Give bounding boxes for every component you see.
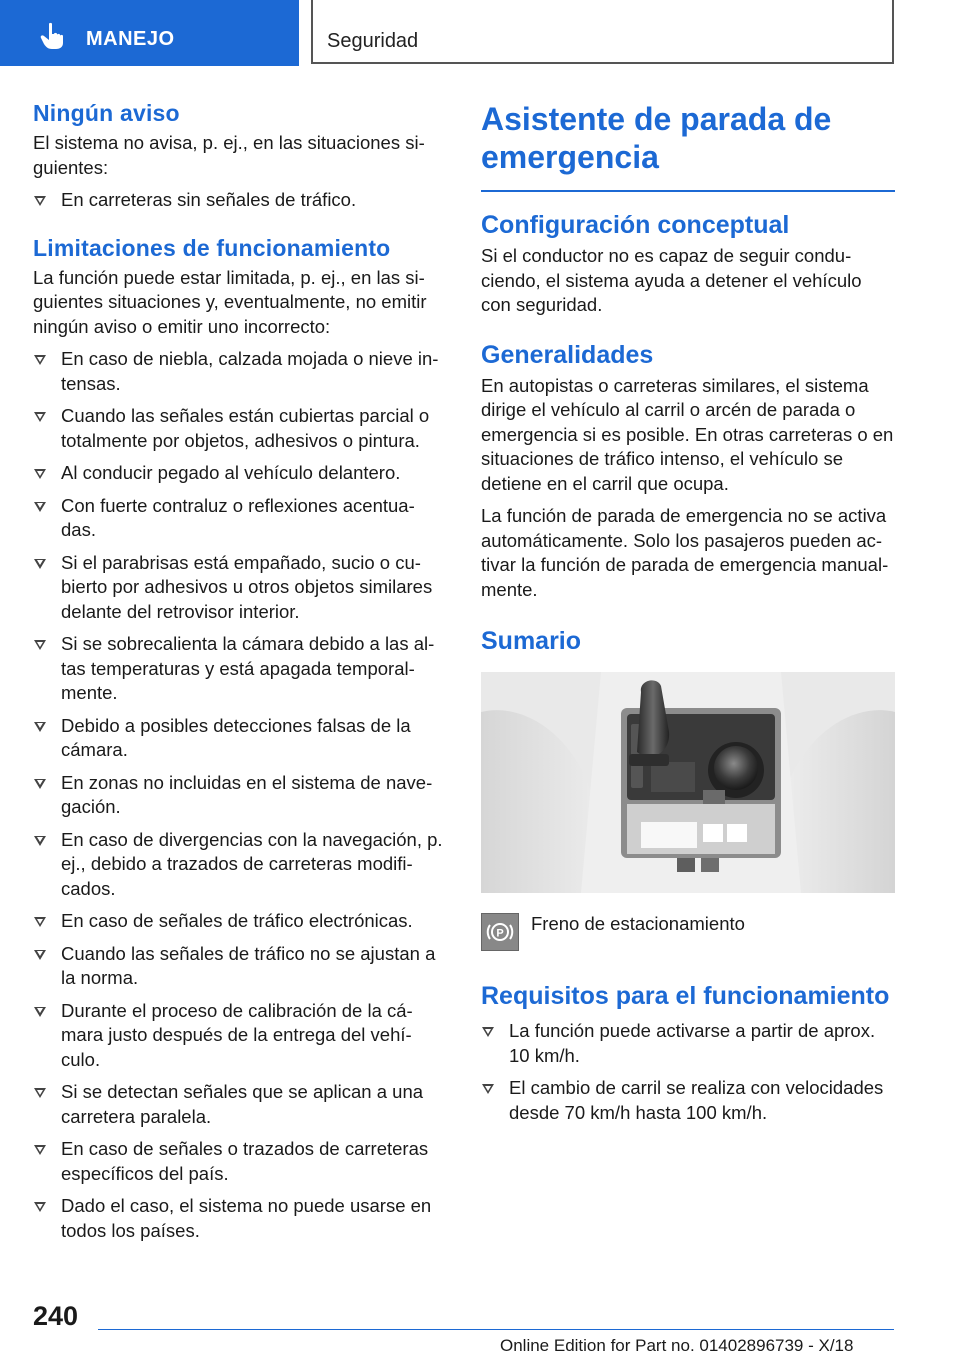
bullet-triangle-icon [482,1084,494,1094]
list-item-text: En carreteras sin señales de tráfico. [61,189,357,210]
bullet-triangle-icon [34,469,46,479]
section-label: Seguridad [327,30,419,52]
general-body-1: En autopistas o carreteras similares, el sistema dirige el vehículo al carril o arcén de parada o emergencia si es posible. En otras carreteras o en situaciones de tráfico intenso, el vehículo se detiene en el carril que ocupa. [481,374,894,494]
list-item [33,632,445,706]
right-column [481,100,895,1133]
chapter-tab [0,0,299,66]
hand-steering-icon [40,22,66,50]
list-item [33,942,445,991]
edition-note: Online Edition for Part no. 01402896739 - X/18 [500,1336,854,1355]
bullet-triangle-icon [34,1202,46,1212]
center-console-photo [481,672,895,893]
list-item [33,1194,445,1243]
list-item-text: Con fuerte contraluz o reflexiones acentua-das. [61,494,415,540]
bullet-triangle-icon [34,1007,46,1017]
chapter-label: MANEJO [86,28,175,50]
parking-brake-icon [481,913,519,951]
list-item [33,828,445,902]
bullet-triangle-icon [34,1088,46,1098]
list-item-text: En caso de niebla, calzada mojada o nieve in-tensas. [61,348,439,394]
list-item-text: La función puede activarse a partir de aprox. 10 km/h. [509,1020,876,1066]
bullet-triangle-icon [34,196,46,206]
list-item [33,999,445,1073]
list-item [33,909,445,934]
list-item-text: El cambio de carril se realiza con velocidades desde 70 km/h hasta 100 km/h. [509,1077,884,1123]
section-title-no-warning: Ningún aviso [33,100,180,126]
legend-row [481,913,895,951]
page-number: 240 [33,1301,79,1331]
bullet-triangle-icon [34,502,46,512]
bullet-triangle-icon [34,640,46,650]
list-item [33,1080,445,1129]
list-item-text: En zonas no incluidas en el sistema de nave-gación. [61,771,433,817]
section-header [311,0,894,64]
section-title-requirements: Requisitos para el funcionamiento [481,982,890,1010]
list-item-text: En caso de divergencias con la navegación, p. ej., debido a trazados de carreteras modifi-cados. [61,828,443,899]
footer-rule [98,1329,894,1330]
bullet-triangle-icon [482,1027,494,1037]
list-item [481,1076,895,1125]
bullet-triangle-icon [34,1145,46,1155]
legend-label: Freno de estacionamiento [531,913,745,934]
requirements-list [481,1019,895,1125]
bullet-triangle-icon [34,355,46,365]
bullet-triangle-icon [34,950,46,960]
list-item [33,461,445,486]
center-console-illustration [481,672,895,893]
list-item [33,1137,445,1186]
bullet-triangle-icon [34,412,46,422]
list-item-text: Cuando las señales están cubiertas parcial o totalmente por objetos, adhesivos o pintura. [61,405,430,451]
bullet-triangle-icon [34,917,46,927]
no-warning-list [33,188,445,213]
concept-body: Si el conductor no es capaz de seguir condu-ciendo, el sistema ayuda a detener el vehículo con seguridad. [481,245,862,315]
main-title: Asistente de parada de emergencia [481,101,832,175]
list-item [33,714,445,763]
bullet-triangle-icon [34,779,46,789]
list-item [33,404,445,453]
list-item-text: Si el parabrisas está empañado, sucio o cu-bierto por adhesivos u otros objetos similares delante del retrovisor interior. [61,551,433,622]
list-item-text: Dado el caso, el sistema no puede usarse en todos los países. [61,1195,432,1241]
list-item-text: En caso de señales de tráfico electrónicas. [61,910,413,931]
list-item [33,347,445,396]
bullet-triangle-icon [34,559,46,569]
left-column [33,100,445,1251]
list-item-text: Al conducir pegado al vehículo delantero. [61,462,401,483]
list-item-text: Durante el proceso de calibración de la cá-mara justo después de la entrega del vehí-culo. [61,999,413,1070]
bullet-triangle-icon [34,722,46,732]
list-item-text: En caso de señales o trazados de carreteras específicos del país. [61,1138,429,1184]
list-item [481,1019,895,1068]
limitations-list [33,347,445,1243]
title-rule [481,190,895,192]
limitations-body: La función puede estar limitada, p. ej., en las si-guientes situaciones y, eventualmente, no emitir ningún aviso o emitir uno incorrecto: [33,266,427,337]
no-warning-body: El sistema no avisa, p. ej., en las situaciones si-guientes: [33,132,425,178]
list-item [33,494,445,543]
list-item-text: Si se detectan señales que se aplican a una carretera paralela. [61,1081,424,1127]
list-item-text: Si se sobrecalienta la cámara debido a las al-tas temperaturas y está apagada temporal-mente. [61,633,435,703]
general-body-2: La función de parada de emergencia no se activa automáticamente. Solo los pasajeros pueden ac-tivar la función de parada de emergencia manual-mente. [481,505,889,600]
list-item [33,771,445,820]
section-title-summary: Sumario [481,627,582,655]
list-item-text: Cuando las señales de tráfico no se ajustan a la norma. [61,942,436,988]
list-item-text: Debido a posibles detecciones falsas de la cámara. [61,714,411,760]
section-title-general: Generalidades [481,340,654,369]
list-item [33,551,445,625]
list-item [33,188,445,213]
section-title-concept: Configuración conceptual [481,211,790,239]
svg-text:P: P [496,927,504,940]
section-title-limitations: Limitaciones de funcionamiento [33,234,391,261]
bullet-triangle-icon [34,836,46,846]
